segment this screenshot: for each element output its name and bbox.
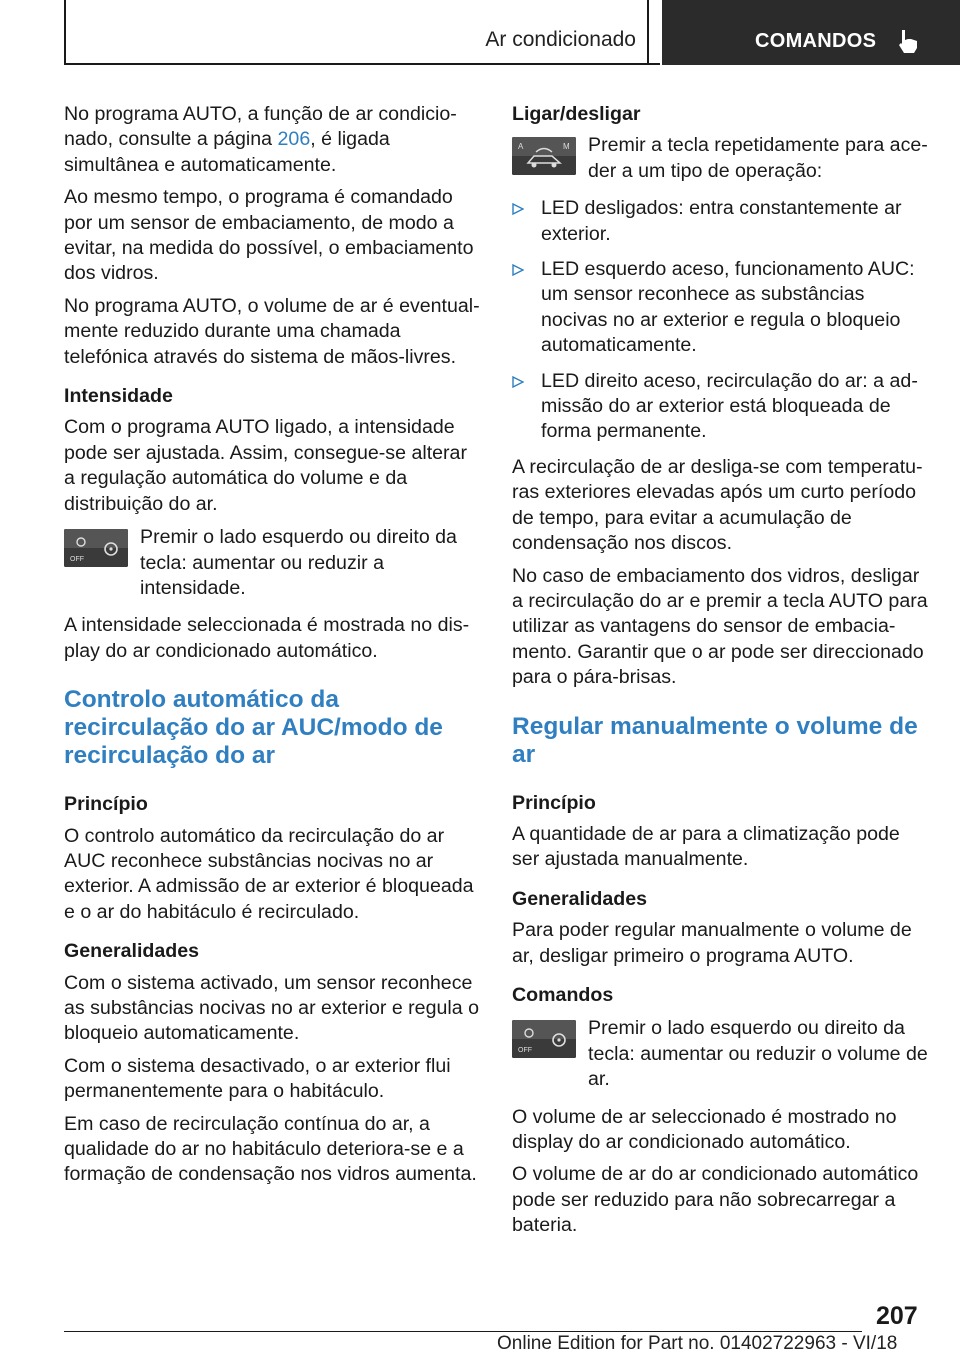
paragraph: O volume de ar seleccionado é mostrado no display do ar condicionado automático. [512, 1105, 897, 1153]
recirculation-button-instruction [512, 133, 928, 184]
paragraph: A quantidade de ar para a climatização pode ser ajustada manualmente. [512, 822, 900, 871]
header-section-title: Ar condicionado [485, 28, 636, 51]
paragraph-text: , é ligada simultânea e automaticamente. [64, 128, 390, 176]
principio-heading: Princípio [512, 791, 596, 814]
button-instruction-text: Premir a tecla repetidamente para aceder a um tipo de operação: [588, 134, 928, 182]
button-instruction-text: Premir o lado esquerdo ou direito da tecla: aumentar ou reduzir a intensidade. [140, 526, 457, 599]
paragraph: No caso de embaciamento dos vidros, desligar a recirculação do ar e premir a tecla AUTO para utilizar as vantagens do sensor de embaciamento. Garantir que o ar pode ser direccionado para o pára-brisas. [512, 564, 928, 689]
right-column [512, 102, 928, 1246]
svg-text:OFF: OFF [518, 1047, 532, 1055]
list-item [512, 369, 928, 445]
list-item-text: LED desligados: entra constantemente ar exterior. [541, 197, 902, 245]
paragraph: Para poder regular manualmente o volume de ar, desligar primeiro o programa AUTO. [512, 919, 912, 967]
page-number: 207 [876, 1302, 918, 1330]
paragraph: Ao mesmo tempo, o programa é comandado por um sensor de embaciamento, de modo a evitar, na medida do possível, o embaciamento dos vidros. [64, 186, 474, 285]
header-divider-rule [647, 0, 649, 64]
comandos-heading: Comandos [512, 983, 614, 1006]
svg-text:M: M [563, 142, 570, 152]
list-item [512, 257, 928, 359]
page-reference-link[interactable]: 206 [277, 128, 311, 151]
paragraph: Com o sistema activado, um sensor reconhece as substâncias nocivas no ar exterior e regula o bloqueio automaticamente. [64, 971, 479, 1045]
air-recirculation-button-icon [512, 137, 576, 175]
intensidade-heading: Intensidade [64, 385, 173, 408]
edition-footer: Online Edition for Part no. 01402722963 - VI/18 [497, 1333, 898, 1354]
triangle-bullet-icon [512, 203, 524, 215]
fan-off-button-icon [512, 1020, 576, 1058]
paragraph: O volume de ar do ar condicionado automático pode ser reduzido para não sobrecarregar a bateria. [512, 1163, 919, 1237]
list-item-text: LED esquerdo aceso, funcionamento AUC: um sensor reconhece as substâncias nocivas no ar exterior e regula o bloqueio automaticamente. [541, 258, 915, 357]
fan-off-button-icon [64, 529, 128, 567]
intensity-button-instruction [64, 525, 480, 601]
manual-volume-section-title: Regular manualmente o volume de ar [512, 712, 918, 768]
paragraph: Com o programa AUTO ligado, a intensidade pode ser ajustada. Assim, consegue-se alterar a regulação automática do volume e da distribuição do ar. [64, 416, 467, 515]
generalidades-heading: Generalidades [512, 887, 648, 910]
triangle-bullet-icon [512, 264, 524, 276]
paragraph: O controlo automático da recirculação do ar AUC reconhece substâncias nocivas no ar exterior. A admissão de ar exterior é bloqueada e o ar do habitáculo é recirculado. [64, 824, 474, 923]
left-column [64, 102, 480, 1195]
generalidades-heading: Generalidades [64, 940, 200, 963]
principio-heading: Princípio [64, 793, 148, 816]
triangle-bullet-icon [512, 376, 524, 388]
paragraph: Com o sistema desactivado, o ar exterior flui permanentemente para o habitáculo. [64, 1054, 451, 1103]
button-instruction-text: Premir o lado esquerdo ou direito da tecla: aumentar ou reduzir o volume de ar. [588, 1017, 928, 1091]
header-chapter-label: COMANDOS [755, 30, 877, 52]
pointing-hand-icon [896, 28, 920, 54]
list-item [512, 196, 928, 247]
ligar-desligar-heading: Ligar/desligar [512, 103, 641, 125]
volume-button-instruction [512, 1016, 928, 1092]
svg-text:OFF: OFF [70, 556, 84, 564]
auc-section-title: Controlo automático da recirculação do ar AUC/modo de recirculação do ar [64, 686, 443, 770]
footer-rule [64, 1331, 862, 1332]
paragraph-text: No programa AUTO, a função de ar condicionado, consulte a página [64, 103, 457, 151]
paragraph: A recirculação de ar desliga-se com temperaturas exteriores elevadas após um curto período de tempo, para evitar a acumulação de condensação nos discos. [512, 455, 923, 555]
paragraph: Em caso de recirculação contínua do ar, a qualidade do ar no habitáculo deteriora-se e a formação de condensação nos vidros aumenta. [64, 1112, 477, 1186]
paragraph: No programa AUTO, o volume de ar é eventualmente reduzido durante uma chamada telefónica através do sistema de mãos-livres. [64, 294, 480, 368]
paragraph: A intensidade seleccionada é mostrada no display do ar condicionado automático. [64, 614, 470, 662]
list-item-text: LED direito aceso, recirculação do ar: a admissão do ar exterior está bloqueada de forma permanente. [541, 369, 918, 443]
header-bottom-rule [64, 63, 660, 65]
svg-text:A: A [518, 142, 524, 152]
led-status-list [512, 196, 928, 445]
auto-intro-paragraph [64, 102, 480, 178]
